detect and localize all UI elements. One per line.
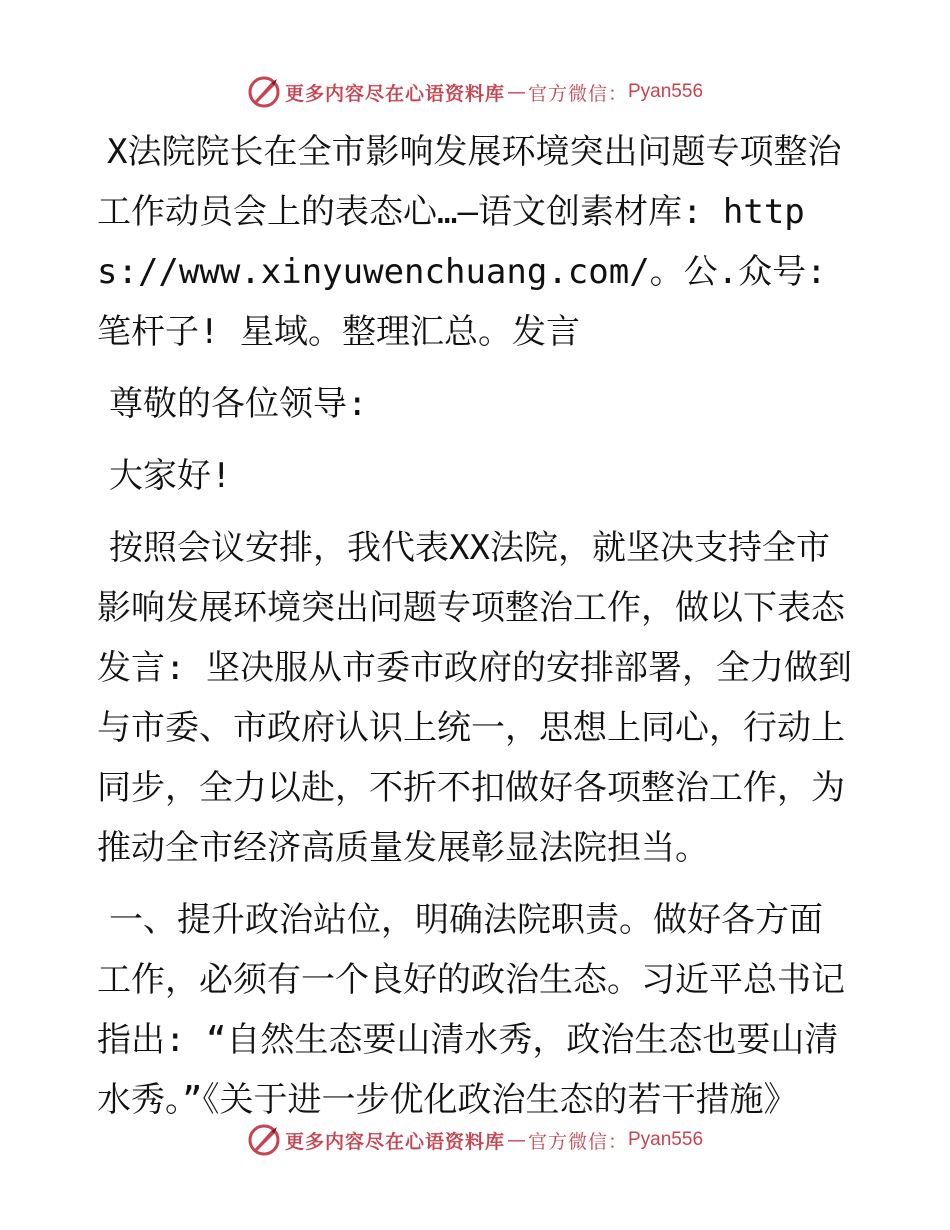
header-banner — [0, 72, 950, 112]
banner-separator: — — [506, 81, 526, 103]
greeting: 大家好! — [109, 456, 232, 496]
body-paragraph-2: 一、提升政治站位，明确法院职责。做好各方面工作，必须有一个良好的政治生态。习近平总书记指出: “自然生态要山清水秀，政治生态也要山清水秀。”《关于进一步优化政治生态的若干措施》 — [97, 900, 845, 1120]
body-paragraph-1: 按照会议安排，我代表XX法院，就坚决支持全市影响发展环境突出问题专项整治工作，做以下表态发言: 坚决服从市委市政府的安排部署，全力做到与市委、市政府认识上统一，思想上同心，行动上同步，全力以赴，不折不扣做好各项整治工作，为推动全市经济高质量发展彰显法院担当。 — [97, 528, 852, 868]
document-body — [97, 122, 853, 1130]
footer-wechat-id: Pyan556 — [628, 1129, 704, 1150]
banner-brand-text: 更多内容尽在心语资料库 — [284, 82, 505, 105]
footer-official-label: 官方微信： — [527, 1130, 628, 1153]
feather-pen-logo-icon — [247, 75, 281, 109]
banner-official-label: 官方微信： — [527, 82, 628, 105]
banner-wechat-id: Pyan556 — [628, 81, 704, 102]
salutation: 尊敬的各位领导: — [109, 384, 368, 424]
feather-pen-logo-icon — [247, 1123, 281, 1157]
footer-banner — [0, 1120, 950, 1160]
footer-brand-text: 更多内容尽在心语资料库 — [284, 1130, 505, 1153]
document-title-paragraph: X法院院长在全市影响发展环境突出问题专项整治工作动员会上的表态心…—语文创素材库: https://www.xinyuwenchuang.com/。公.众号: 笔杆子! 星域。整理汇总。发言 — [97, 132, 842, 352]
footer-separator: — — [506, 1129, 526, 1151]
